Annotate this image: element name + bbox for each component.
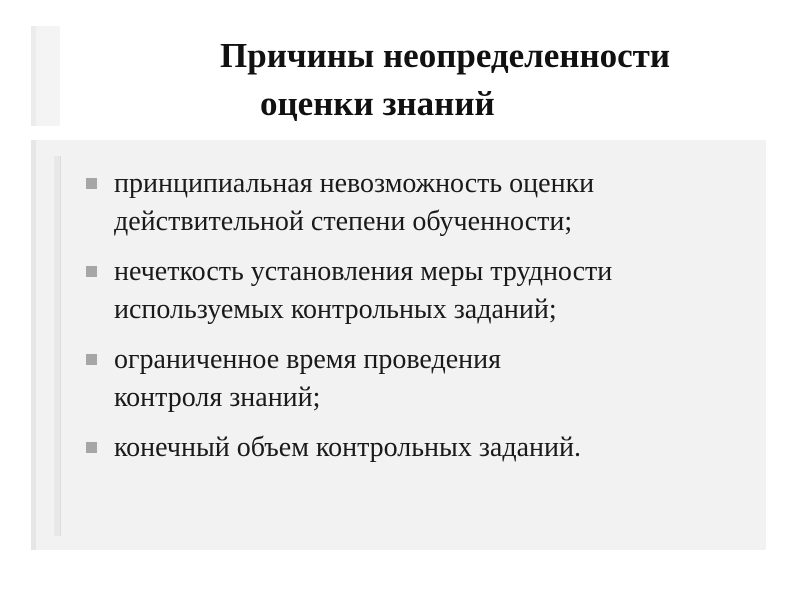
bullet-item: [84, 165, 764, 241]
bullet-item: [84, 429, 764, 467]
title-accent-strip: [36, 26, 60, 126]
bullet-text-line: ограниченное время проведения: [114, 344, 501, 375]
bullet-text-line: принципиальная невозможность оценки: [114, 168, 595, 199]
slide-title-line-2: оценки знаний: [260, 84, 495, 123]
slide-title-line-1: Причины неопределенности: [220, 36, 671, 75]
bullet-text-line: контроля знаний;: [114, 382, 321, 413]
bullet-text-line: конечный объем контрольных заданий.: [114, 432, 581, 463]
bullet-list: [84, 165, 764, 479]
square-bullet-icon: [86, 442, 97, 453]
bullet-item: [84, 341, 764, 417]
square-bullet-icon: [86, 178, 97, 189]
slide-title: [60, 32, 780, 128]
bullet-text-line: нечеткость установления меры трудности: [114, 256, 613, 287]
bullet-text-line: действительной степени обученности;: [114, 206, 573, 237]
square-bullet-icon: [86, 354, 97, 365]
bullet-text-line: используемых контрольных заданий;: [114, 294, 557, 325]
body-inner-accent-bar: [54, 156, 61, 536]
bullet-item: [84, 253, 764, 329]
square-bullet-icon: [86, 266, 97, 277]
